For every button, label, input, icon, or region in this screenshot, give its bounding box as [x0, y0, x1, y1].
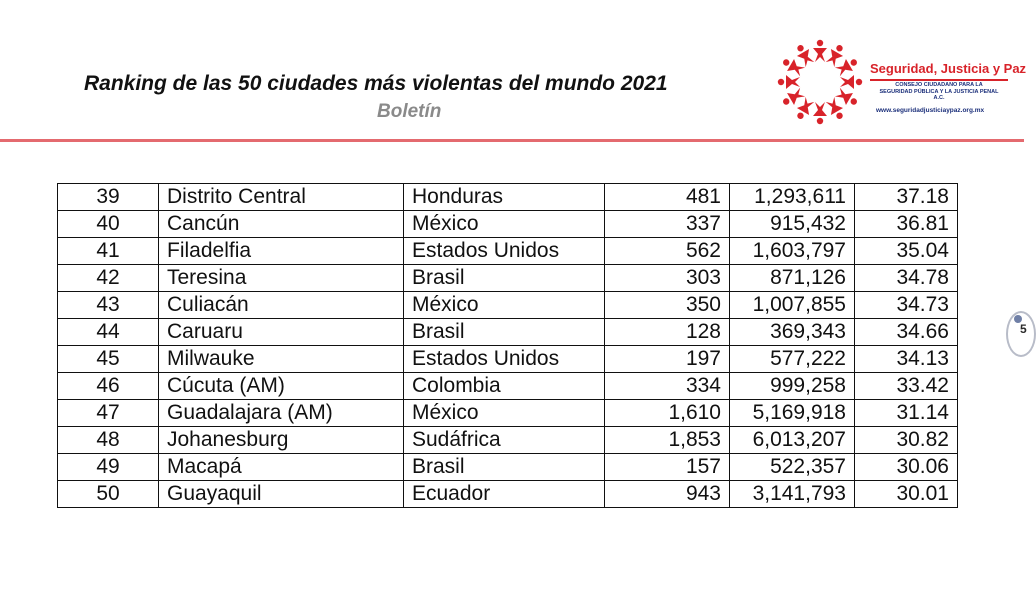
- city-cell: Culiacán: [159, 292, 404, 319]
- homicides-cell: 1,853: [605, 427, 730, 454]
- organization-subtitle: CONSEJO CIUDADANO PARA LA SEGURIDAD PÚBLICA Y LA JUSTICIA PENAL A.C.: [879, 82, 999, 101]
- homicides-cell: 128: [605, 319, 730, 346]
- population-cell: 915,432: [730, 211, 855, 238]
- country-cell: Sudáfrica: [404, 427, 605, 454]
- homicides-cell: 334: [605, 373, 730, 400]
- city-cell: Johanesburg: [159, 427, 404, 454]
- rate-cell: 30.82: [855, 427, 958, 454]
- country-cell: México: [404, 211, 605, 238]
- country-cell: México: [404, 292, 605, 319]
- homicides-cell: 481: [605, 184, 730, 211]
- page-marker[interactable]: [1006, 311, 1036, 357]
- people-ring-icon: [778, 36, 868, 132]
- city-cell: Cúcuta (AM): [159, 373, 404, 400]
- organization-name: Seguridad, Justicia y Paz: [870, 61, 1027, 76]
- rate-cell: 34.73: [855, 292, 958, 319]
- rank-cell: 46: [58, 373, 159, 400]
- population-cell: 1,007,855: [730, 292, 855, 319]
- country-cell: Estados Unidos: [404, 346, 605, 373]
- population-cell: 6,013,207: [730, 427, 855, 454]
- rate-cell: 34.66: [855, 319, 958, 346]
- homicides-cell: 562: [605, 238, 730, 265]
- rank-cell: 50: [58, 481, 159, 508]
- city-cell: Macapá: [159, 454, 404, 481]
- table-row: [58, 346, 958, 373]
- country-cell: Brasil: [404, 265, 605, 292]
- table-row: [58, 184, 958, 211]
- city-cell: Filadelfia: [159, 238, 404, 265]
- table-row: [58, 319, 958, 346]
- rank-cell: 41: [58, 238, 159, 265]
- rank-cell: 43: [58, 292, 159, 319]
- city-cell: Milwauke: [159, 346, 404, 373]
- ranking-table: [57, 183, 958, 508]
- page-subtitle: Boletín: [377, 101, 442, 122]
- rate-cell: 33.42: [855, 373, 958, 400]
- table-row: [58, 400, 958, 427]
- rank-cell: 49: [58, 454, 159, 481]
- homicides-cell: 1,610: [605, 400, 730, 427]
- table-row: [58, 373, 958, 400]
- organization-name-underline: [870, 79, 1008, 81]
- homicides-cell: 350: [605, 292, 730, 319]
- homicides-cell: 943: [605, 481, 730, 508]
- header-divider: [0, 139, 1024, 142]
- population-cell: 1,293,611: [730, 184, 855, 211]
- table-row: [58, 265, 958, 292]
- table-row: [58, 454, 958, 481]
- rank-cell: 40: [58, 211, 159, 238]
- rate-cell: 36.81: [855, 211, 958, 238]
- population-cell: 369,343: [730, 319, 855, 346]
- table-row: [58, 481, 958, 508]
- city-cell: Distrito Central: [159, 184, 404, 211]
- rate-cell: 31.14: [855, 400, 958, 427]
- rate-cell: 30.06: [855, 454, 958, 481]
- table-row: [58, 211, 958, 238]
- city-cell: Cancún: [159, 211, 404, 238]
- population-cell: 522,357: [730, 454, 855, 481]
- rank-cell: 39: [58, 184, 159, 211]
- table-row: [58, 292, 958, 319]
- country-cell: Honduras: [404, 184, 605, 211]
- country-cell: México: [404, 400, 605, 427]
- country-cell: Ecuador: [404, 481, 605, 508]
- homicides-cell: 197: [605, 346, 730, 373]
- rate-cell: 35.04: [855, 238, 958, 265]
- country-cell: Brasil: [404, 319, 605, 346]
- rate-cell: 30.01: [855, 481, 958, 508]
- population-cell: 3,141,793: [730, 481, 855, 508]
- marker-label: 5: [1020, 322, 1027, 336]
- population-cell: 1,603,797: [730, 238, 855, 265]
- rate-cell: 37.18: [855, 184, 958, 211]
- rate-cell: 34.13: [855, 346, 958, 373]
- rank-cell: 47: [58, 400, 159, 427]
- page-title: Ranking de las 50 ciudades más violentas del mundo 2021: [84, 72, 668, 95]
- population-cell: 999,258: [730, 373, 855, 400]
- rank-cell: 45: [58, 346, 159, 373]
- rank-cell: 42: [58, 265, 159, 292]
- homicides-cell: 157: [605, 454, 730, 481]
- country-cell: Colombia: [404, 373, 605, 400]
- organization-logo: [778, 36, 1027, 132]
- rate-cell: 34.78: [855, 265, 958, 292]
- city-cell: Teresina: [159, 265, 404, 292]
- rank-cell: 48: [58, 427, 159, 454]
- city-cell: Guadalajara (AM): [159, 400, 404, 427]
- population-cell: 577,222: [730, 346, 855, 373]
- country-cell: Brasil: [404, 454, 605, 481]
- table-row: [58, 238, 958, 265]
- city-cell: Caruaru: [159, 319, 404, 346]
- homicides-cell: 337: [605, 211, 730, 238]
- rank-cell: 44: [58, 319, 159, 346]
- organization-url: www.seguridadjusticiaypaz.org.mx: [876, 107, 985, 114]
- population-cell: 871,126: [730, 265, 855, 292]
- country-cell: Estados Unidos: [404, 238, 605, 265]
- document-header: [0, 0, 1027, 142]
- homicides-cell: 303: [605, 265, 730, 292]
- table-row: [58, 427, 958, 454]
- population-cell: 5,169,918: [730, 400, 855, 427]
- city-cell: Guayaquil: [159, 481, 404, 508]
